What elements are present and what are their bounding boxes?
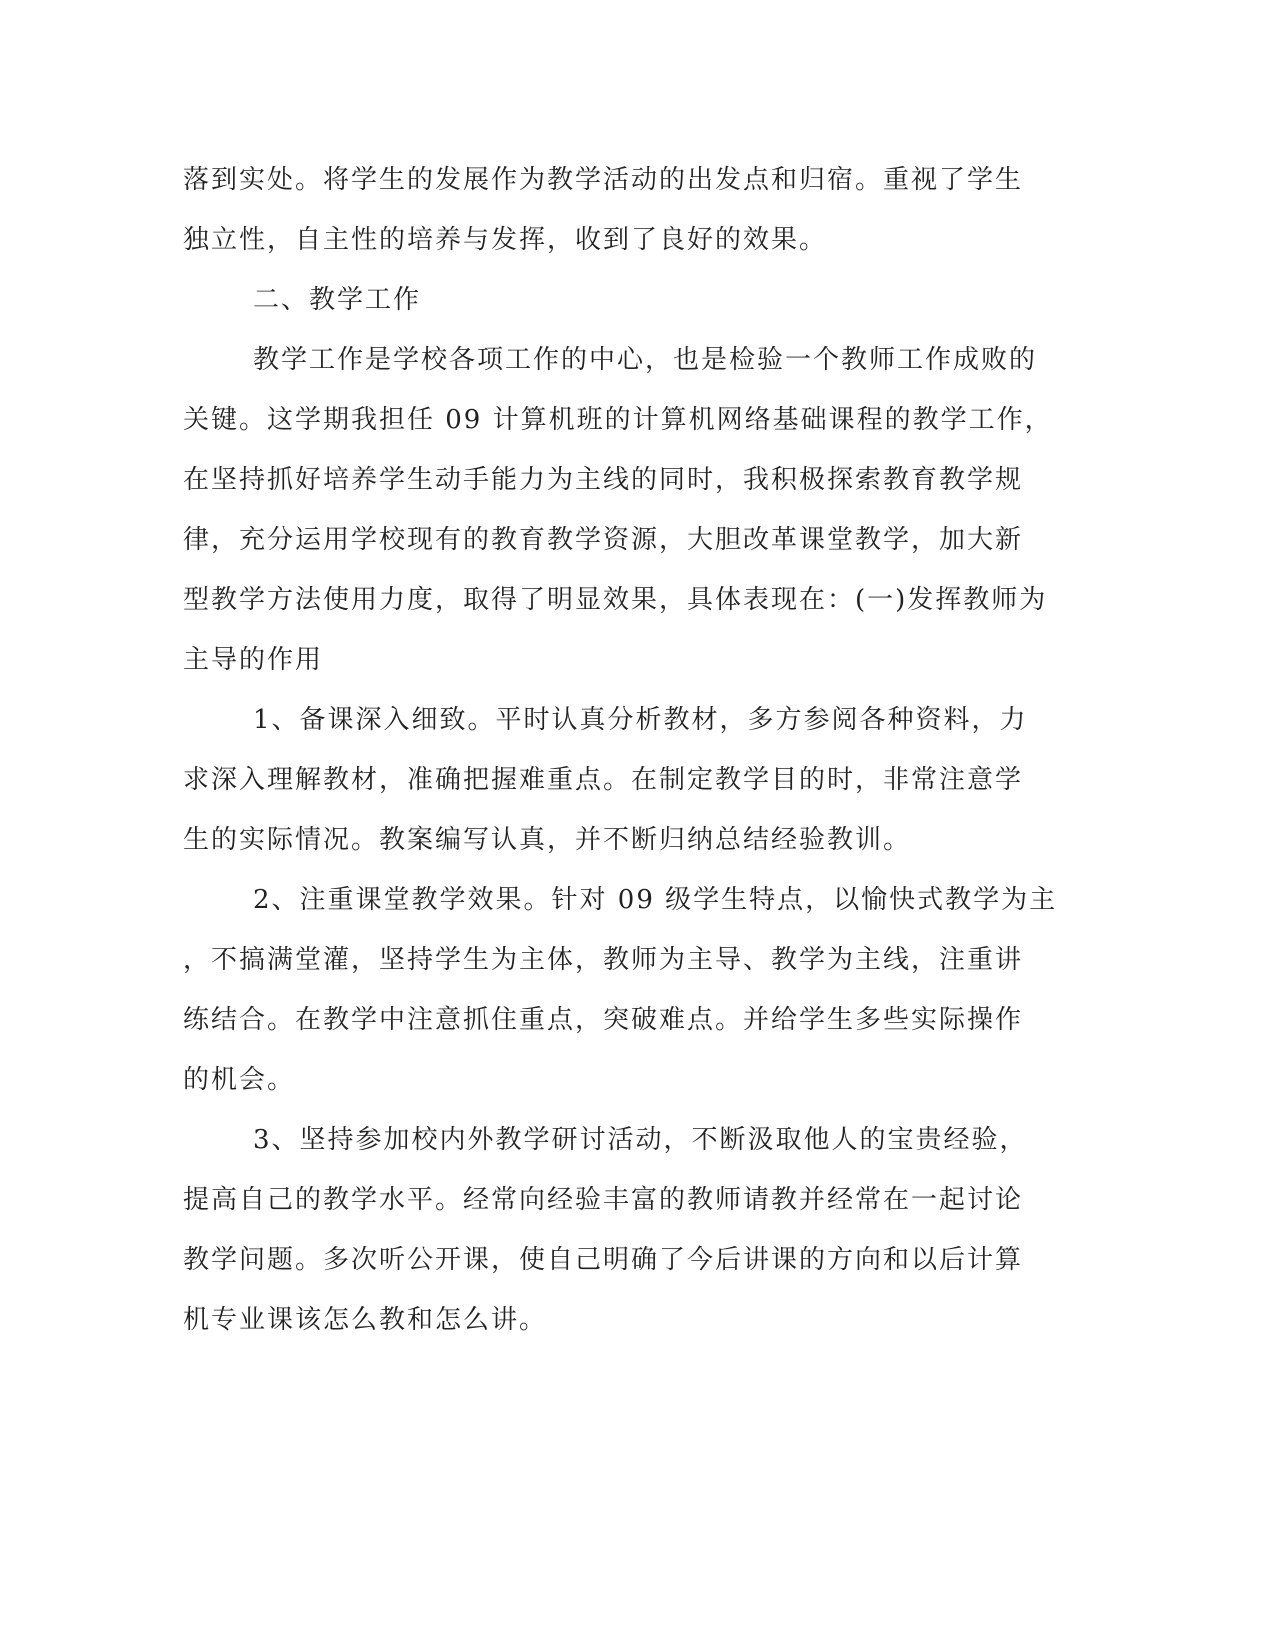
list-item-line: 2、注重课堂教学效果。针对 09 级学生特点，以愉快式教学为主 [253,885,1058,915]
paragraph-line: 律，充分运用学校现有的教育教学资源，大胆改革课堂教学，加大新 [183,525,1024,555]
paragraph-line: 求深入理解教材，准确把握难重点。在制定教学目的时，非常注意学 [183,765,1024,795]
paragraph-line: ，不搞满堂灌，坚持学生为主体，教师为主导、教学为主线，注重讲 [183,945,1024,975]
paragraph-line: 练结合。在教学中注意抓住重点，突破难点。并给学生多些实际操作 [183,1005,1024,1035]
paragraph-line: 型教学方法使用力度，取得了明显效果，具体表现在：(一)发挥教师为 [183,585,1048,615]
list-item-line: 3、坚持参加校内外教学研讨活动，不断汲取他人的宝贵经验， [253,1125,1028,1155]
document-body [183,150,1058,1350]
paragraph-line: 的机会。 [183,1065,296,1095]
section-heading: 二、教学工作 [253,285,422,315]
paragraph-line: 主导的作用 [183,645,324,675]
paragraph-line: 教学问题。多次听公开课，使自己明确了今后讲课的方向和以后计算 [183,1245,1024,1275]
paragraph-line: 生的实际情况。教案编写认真，并不断归纳总结经验教训。 [183,825,912,855]
paragraph-line: 落到实处。将学生的发展作为教学活动的出发点和归宿。重视了学生 [183,165,1024,195]
paragraph-line: 提高自己的教学水平。经常向经验丰富的教师请教并经常在一起讨论 [183,1185,1024,1215]
list-item-line: 1、备课深入细致。平时认真分析教材，多方参阅各种资料，力 [253,705,1028,735]
paragraph-line: 独立性，自主性的培养与发挥，收到了良好的效果。 [183,225,828,255]
paragraph-line: 关键。这学期我担任 09 计算机班的计算机网络基础课程的教学工作， [183,405,1053,435]
paragraph-line: 机专业课该怎么教和怎么讲。 [183,1305,548,1335]
paragraph-line: 在坚持抓好培养学生动手能力为主线的同时，我积极探索教育教学规 [183,465,1024,495]
paragraph-line: 教学工作是学校各项工作的中心，也是检验一个教师工作成败的 [253,345,1038,375]
